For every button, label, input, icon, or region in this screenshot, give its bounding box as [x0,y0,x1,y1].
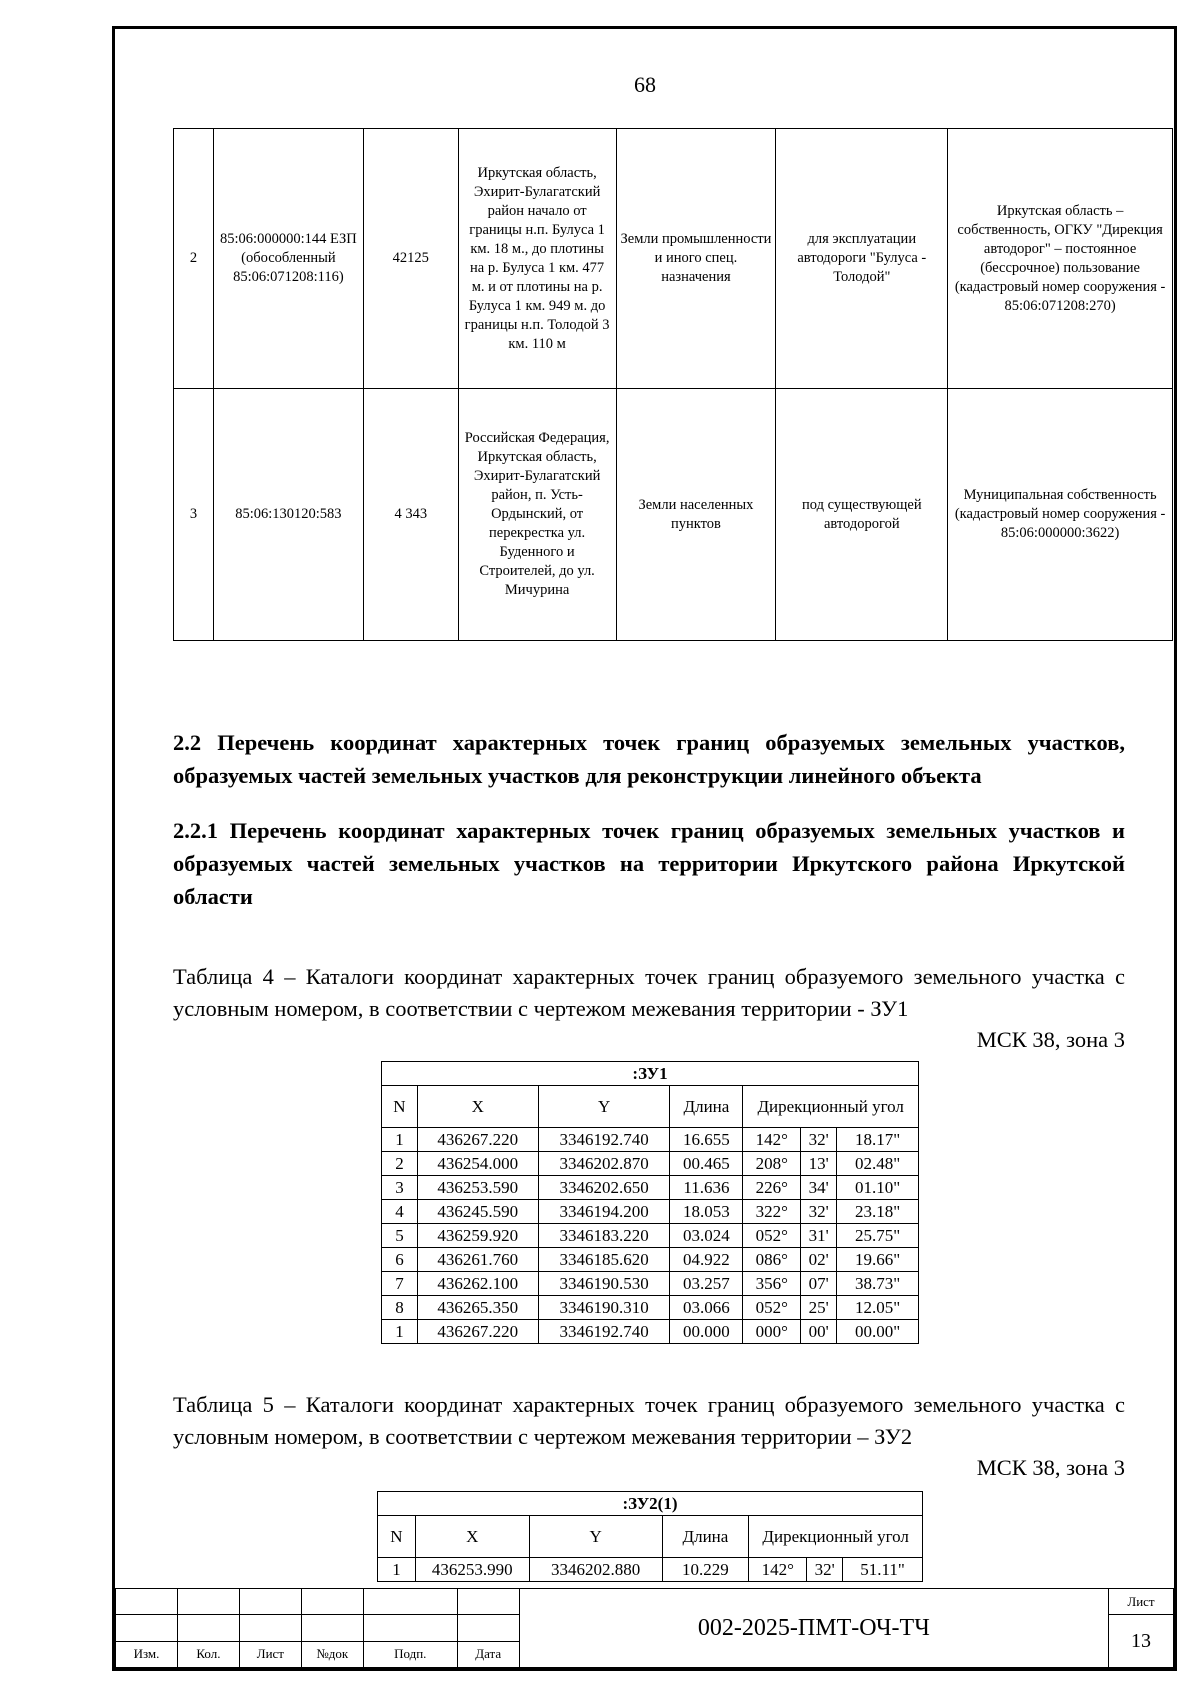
table4-title: :ЗУ1 [382,1062,919,1086]
x-coord: 436267.220 [417,1128,538,1152]
header-n: N [382,1086,418,1128]
table-row [382,1128,919,1152]
point-number: 1 [382,1320,418,1344]
location: Российская Федерация, Иркутская область, Эхирит-Булагатский район, п. Усть-Ордынский, от перекрестка ул. Буденного и Строителей, до ул. Мичурина [458,389,616,641]
label-podp: Подп. [363,1641,457,1667]
table-row [382,1200,919,1224]
angle-min: 34' [801,1176,837,1200]
header-length: Длина [670,1086,743,1128]
land-plots-table [173,128,1173,641]
length: 10.229 [662,1558,749,1582]
angle-deg: 322° [743,1200,801,1224]
header-length: Длина [662,1516,749,1558]
angle-min: 07' [801,1272,837,1296]
point-number: 1 [378,1558,416,1582]
angle-min: 32' [801,1128,837,1152]
header-y: Y [538,1086,670,1128]
land-category: Земли промышленности и иного спец. назначения [616,129,776,389]
length: 00.000 [670,1320,743,1344]
angle-min: 00' [801,1320,837,1344]
label-data: Дата [457,1641,519,1667]
heading-2-2-1: 2.2.1 Перечень координат характерных точек границ образуемых земельных участков и образуемых частей земельных участков на территории Иркутского района Иркутской области [173,818,1125,909]
angle-deg: 356° [743,1272,801,1296]
angle-sec: 51.11" [843,1558,923,1582]
x-coord: 436262.100 [417,1272,538,1296]
x-coord: 436261.760 [417,1248,538,1272]
point-number: 4 [382,1200,418,1224]
point-number: 6 [382,1248,418,1272]
length: 04.922 [670,1248,743,1272]
rights: Муниципальная собственность (кадастровый номер сооружения - 85:06:000000:3622) [948,389,1173,641]
length: 16.655 [670,1128,743,1152]
angle-deg: 086° [743,1248,801,1272]
table-row [382,1152,919,1176]
row-number: 3 [174,389,214,641]
header-x: X [417,1086,538,1128]
table4-caption: Таблица 4 – Каталоги координат характерных точек границ образуемого земельного участка с условным номером, в соответствии с чертежом межевания территории - ЗУ1 [173,964,1125,1021]
label-izm: Изм. [116,1641,178,1667]
header-angle: Дирекционный угол [749,1516,923,1558]
point-number: 7 [382,1272,418,1296]
document-code: 002-2025-ПМТ-ОЧ-ТЧ [519,1589,1108,1668]
y-coord: 3346202.870 [538,1152,670,1176]
angle-sec: 12.05" [837,1296,919,1320]
sheet-label: Лист [1109,1589,1174,1615]
point-number: 1 [382,1128,418,1152]
heading-2-2: 2.2 Перечень координат характерных точек границ образуемых земельных участков, образуемых частей земельных участков для реконструкции линейного объекта [173,730,1125,788]
x-coord: 436253.590 [417,1176,538,1200]
angle-deg: 052° [743,1296,801,1320]
table-row [382,1320,919,1344]
area: 4 343 [363,389,458,641]
angle-deg: 052° [743,1224,801,1248]
label-list: Лист [239,1641,301,1667]
header-x: X [415,1516,529,1558]
sheet-number: 13 [1109,1615,1174,1668]
page-number: 68 [634,72,656,97]
angle-sec: 23.18" [837,1200,919,1224]
permitted-use: для эксплуатации автодороги "Булуса - Толодой" [776,129,948,389]
point-number: 8 [382,1296,418,1320]
location: Иркутская область, Эхирит-Булагатский район начало от границы н.п. Булуса 1 км. 18 м., до плотины на р. Булуса 1 км. 477 м. и от плотины на р. Булуса 1 км. 949 м. до границы н.п. Толодой 3 км. 110 м [458,129,616,389]
y-coord: 3346192.740 [538,1128,670,1152]
table-row [382,1176,919,1200]
table-row [174,389,1173,641]
header-n: N [378,1516,416,1558]
angle-min: 32' [801,1200,837,1224]
angle-deg: 000° [743,1320,801,1344]
label-ndok: №док [301,1641,363,1667]
title-block [115,1588,1174,1668]
angle-sec: 01.10" [837,1176,919,1200]
angle-sec: 38.73" [837,1272,919,1296]
angle-sec: 00.00" [837,1320,919,1344]
length: 11.636 [670,1176,743,1200]
x-coord: 436267.220 [417,1320,538,1344]
x-coord: 436259.920 [417,1224,538,1248]
y-coord: 3346194.200 [538,1200,670,1224]
angle-sec: 18.17" [837,1128,919,1152]
table5-title: :ЗУ2(1) [378,1492,923,1516]
angle-sec: 02.48" [837,1152,919,1176]
row-number: 2 [174,129,214,389]
y-coord: 3346192.740 [538,1320,670,1344]
angle-min: 02' [801,1248,837,1272]
point-number: 5 [382,1224,418,1248]
header-angle: Дирекционный угол [743,1086,919,1128]
length: 00.465 [670,1152,743,1176]
x-coord: 436265.350 [417,1296,538,1320]
header-y: Y [529,1516,662,1558]
table4-coordinates [381,1061,919,1344]
angle-min: 31' [801,1224,837,1248]
point-number: 2 [382,1152,418,1176]
table5-coordinates [377,1491,923,1582]
length: 18.053 [670,1200,743,1224]
length: 03.257 [670,1272,743,1296]
length: 03.066 [670,1296,743,1320]
angle-deg: 142° [749,1558,807,1582]
point-number: 3 [382,1176,418,1200]
angle-min: 25' [801,1296,837,1320]
table-row [382,1296,919,1320]
angle-min: 13' [801,1152,837,1176]
angle-deg: 142° [743,1128,801,1152]
x-coord: 436253.990 [415,1558,529,1582]
angle-deg: 226° [743,1176,801,1200]
y-coord: 3346202.880 [529,1558,662,1582]
cadastral-number: 85:06:130120:583 [213,389,363,641]
angle-deg: 208° [743,1152,801,1176]
y-coord: 3346202.650 [538,1176,670,1200]
table-row [382,1224,919,1248]
angle-sec: 25.75" [837,1224,919,1248]
y-coord: 3346183.220 [538,1224,670,1248]
table-row [378,1558,923,1582]
angle-min: 32' [807,1558,843,1582]
land-category: Земли населенных пунктов [616,389,776,641]
table4-msk: МСК 38, зона 3 [976,1027,1125,1052]
y-coord: 3346185.620 [538,1248,670,1272]
table5-caption: Таблица 5 – Каталоги координат характерных точек границ образуемого земельного участка с условным номером, в соответствии с чертежом межевания территории – ЗУ2 [173,1392,1125,1449]
y-coord: 3346190.530 [538,1272,670,1296]
label-kol: Кол. [177,1641,239,1667]
table-row [382,1248,919,1272]
table-row [174,129,1173,389]
y-coord: 3346190.310 [538,1296,670,1320]
table5-msk: МСК 38, зона 3 [976,1455,1125,1480]
table-row [382,1272,919,1296]
cadastral-number: 85:06:000000:144 ЕЗП (обособленный 85:06:071208:116) [213,129,363,389]
rights: Иркутская область – собственность, ОГКУ "Дирекция автодорог" – постоянное (бессрочное) пользование (кадастровый номер сооружения - 85:06:071208:270) [948,129,1173,389]
x-coord: 436254.000 [417,1152,538,1176]
angle-sec: 19.66" [837,1248,919,1272]
area: 42125 [363,129,458,389]
length: 03.024 [670,1224,743,1248]
x-coord: 436245.590 [417,1200,538,1224]
permitted-use: под существующей автодорогой [776,389,948,641]
